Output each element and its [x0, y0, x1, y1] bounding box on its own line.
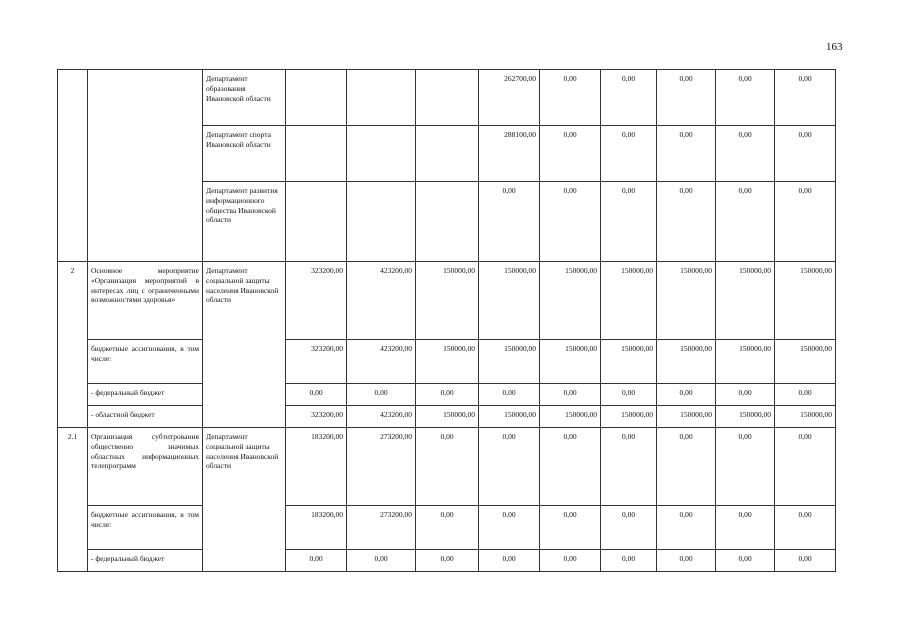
- value-cell: 262700,00: [479, 70, 540, 126]
- activity-name-cell: бюджетные ассигнования, в том числе:: [88, 506, 203, 550]
- value-cell: 0,00: [286, 550, 347, 572]
- value-cell: 0,00: [416, 550, 479, 572]
- value-cell: 0,00: [775, 384, 836, 406]
- value-cell: 0,00: [657, 506, 716, 550]
- value-cell: 0,00: [540, 126, 601, 182]
- value-cell: 0,00: [347, 550, 416, 572]
- value-cell: 150000,00: [479, 262, 540, 340]
- value-cell: 423200,00: [347, 340, 416, 384]
- budget-table: [57, 69, 836, 572]
- table-row: [58, 550, 836, 572]
- department-cell: Департамент социальной защиты населения Ивановской области: [203, 428, 286, 572]
- value-cell: 183200,00: [286, 506, 347, 550]
- row-number-cell: 2.1: [58, 428, 88, 572]
- table-row: [58, 262, 836, 340]
- activity-name-cell: - областной бюджет: [88, 406, 203, 428]
- value-cell: 0,00: [601, 384, 657, 406]
- value-cell: 288100,00: [479, 126, 540, 182]
- value-cell: 0,00: [416, 428, 479, 506]
- value-cell: 0,00: [775, 428, 836, 506]
- row-number-cell: [58, 70, 88, 262]
- value-cell: 0,00: [657, 428, 716, 506]
- activity-name-cell: - федеральный бюджет: [88, 550, 203, 572]
- value-cell: 273200,00: [347, 506, 416, 550]
- value-cell: 0,00: [657, 550, 716, 572]
- page-number: 163: [826, 41, 843, 53]
- value-cell: 0,00: [416, 506, 479, 550]
- department-cell: Департамент образования Ивановской области: [203, 70, 286, 126]
- value-cell: 0,00: [347, 384, 416, 406]
- value-cell: 150000,00: [540, 406, 601, 428]
- value-cell: 0,00: [601, 126, 657, 182]
- table-row: [58, 406, 836, 428]
- value-cell: 150000,00: [775, 262, 836, 340]
- value-cell: 150000,00: [416, 340, 479, 384]
- value-cell: 150000,00: [716, 340, 775, 384]
- value-cell: 150000,00: [540, 262, 601, 340]
- value-cell: 0,00: [775, 70, 836, 126]
- value-cell: 323200,00: [286, 406, 347, 428]
- value-cell: 150000,00: [416, 262, 479, 340]
- value-cell: 0,00: [657, 384, 716, 406]
- activity-name-cell: бюджетные ассигнования, в том числе:: [88, 340, 203, 384]
- value-cell: 0,00: [775, 126, 836, 182]
- value-cell: 0,00: [416, 384, 479, 406]
- value-cell: 150000,00: [657, 262, 716, 340]
- value-cell: 150000,00: [416, 406, 479, 428]
- department-cell: Департамент развития информационного общества Ивановской области: [203, 182, 286, 262]
- value-cell: 0,00: [540, 550, 601, 572]
- value-cell: [286, 182, 347, 262]
- value-cell: 0,00: [657, 70, 716, 126]
- value-cell: 0,00: [716, 506, 775, 550]
- value-cell: 0,00: [479, 384, 540, 406]
- value-cell: 0,00: [601, 70, 657, 126]
- department-cell: Департамент социальной защиты населения Ивановской области: [203, 262, 286, 428]
- value-cell: 0,00: [479, 182, 540, 262]
- value-cell: 0,00: [716, 126, 775, 182]
- value-cell: [347, 70, 416, 126]
- value-cell: 0,00: [540, 506, 601, 550]
- value-cell: 0,00: [601, 428, 657, 506]
- value-cell: 0,00: [775, 506, 836, 550]
- value-cell: [286, 70, 347, 126]
- value-cell: 273200,00: [347, 428, 416, 506]
- value-cell: [286, 126, 347, 182]
- table-row: [58, 340, 836, 384]
- activity-name-cell: [88, 70, 203, 262]
- value-cell: [347, 182, 416, 262]
- value-cell: 0,00: [601, 550, 657, 572]
- value-cell: [416, 70, 479, 126]
- value-cell: 150000,00: [540, 340, 601, 384]
- value-cell: 150000,00: [775, 406, 836, 428]
- table-row: [58, 384, 836, 406]
- value-cell: 150000,00: [479, 340, 540, 384]
- value-cell: [416, 182, 479, 262]
- value-cell: 150000,00: [657, 406, 716, 428]
- value-cell: 0,00: [716, 384, 775, 406]
- value-cell: 150000,00: [657, 340, 716, 384]
- value-cell: 0,00: [657, 126, 716, 182]
- value-cell: 323200,00: [286, 262, 347, 340]
- activity-name-cell: Основное мероприятие «Организация мероприятий в интересах лиц с ограниченными возможностями здоровья»: [88, 262, 203, 340]
- value-cell: 150000,00: [601, 406, 657, 428]
- value-cell: 0,00: [775, 182, 836, 262]
- activity-name-cell: Организация субтитрования общественно значимых областных информационных телепрограмм: [88, 428, 203, 506]
- value-cell: 0,00: [540, 70, 601, 126]
- value-cell: 150000,00: [716, 262, 775, 340]
- value-cell: 0,00: [657, 182, 716, 262]
- value-cell: 0,00: [479, 428, 540, 506]
- value-cell: 0,00: [540, 428, 601, 506]
- department-cell: Департамент спорта Ивановской области: [203, 126, 286, 182]
- value-cell: 150000,00: [601, 340, 657, 384]
- value-cell: 323200,00: [286, 340, 347, 384]
- value-cell: 0,00: [540, 384, 601, 406]
- table-row: [58, 70, 836, 126]
- row-number-cell: 2: [58, 262, 88, 428]
- value-cell: 0,00: [540, 182, 601, 262]
- value-cell: [416, 126, 479, 182]
- table-row: [58, 506, 836, 550]
- value-cell: 0,00: [601, 182, 657, 262]
- value-cell: 0,00: [286, 384, 347, 406]
- value-cell: 423200,00: [347, 406, 416, 428]
- value-cell: 423200,00: [347, 262, 416, 340]
- value-cell: [347, 126, 416, 182]
- value-cell: 0,00: [601, 506, 657, 550]
- value-cell: 150000,00: [716, 406, 775, 428]
- value-cell: 0,00: [716, 182, 775, 262]
- value-cell: 150000,00: [775, 340, 836, 384]
- value-cell: 0,00: [716, 428, 775, 506]
- value-cell: 150000,00: [601, 262, 657, 340]
- activity-name-cell: - федеральный бюджет: [88, 384, 203, 406]
- value-cell: 183200,00: [286, 428, 347, 506]
- value-cell: 0,00: [716, 70, 775, 126]
- value-cell: 0,00: [716, 550, 775, 572]
- value-cell: 0,00: [479, 550, 540, 572]
- table-row: [58, 428, 836, 506]
- value-cell: 0,00: [775, 550, 836, 572]
- value-cell: 0,00: [479, 506, 540, 550]
- value-cell: 150000,00: [479, 406, 540, 428]
